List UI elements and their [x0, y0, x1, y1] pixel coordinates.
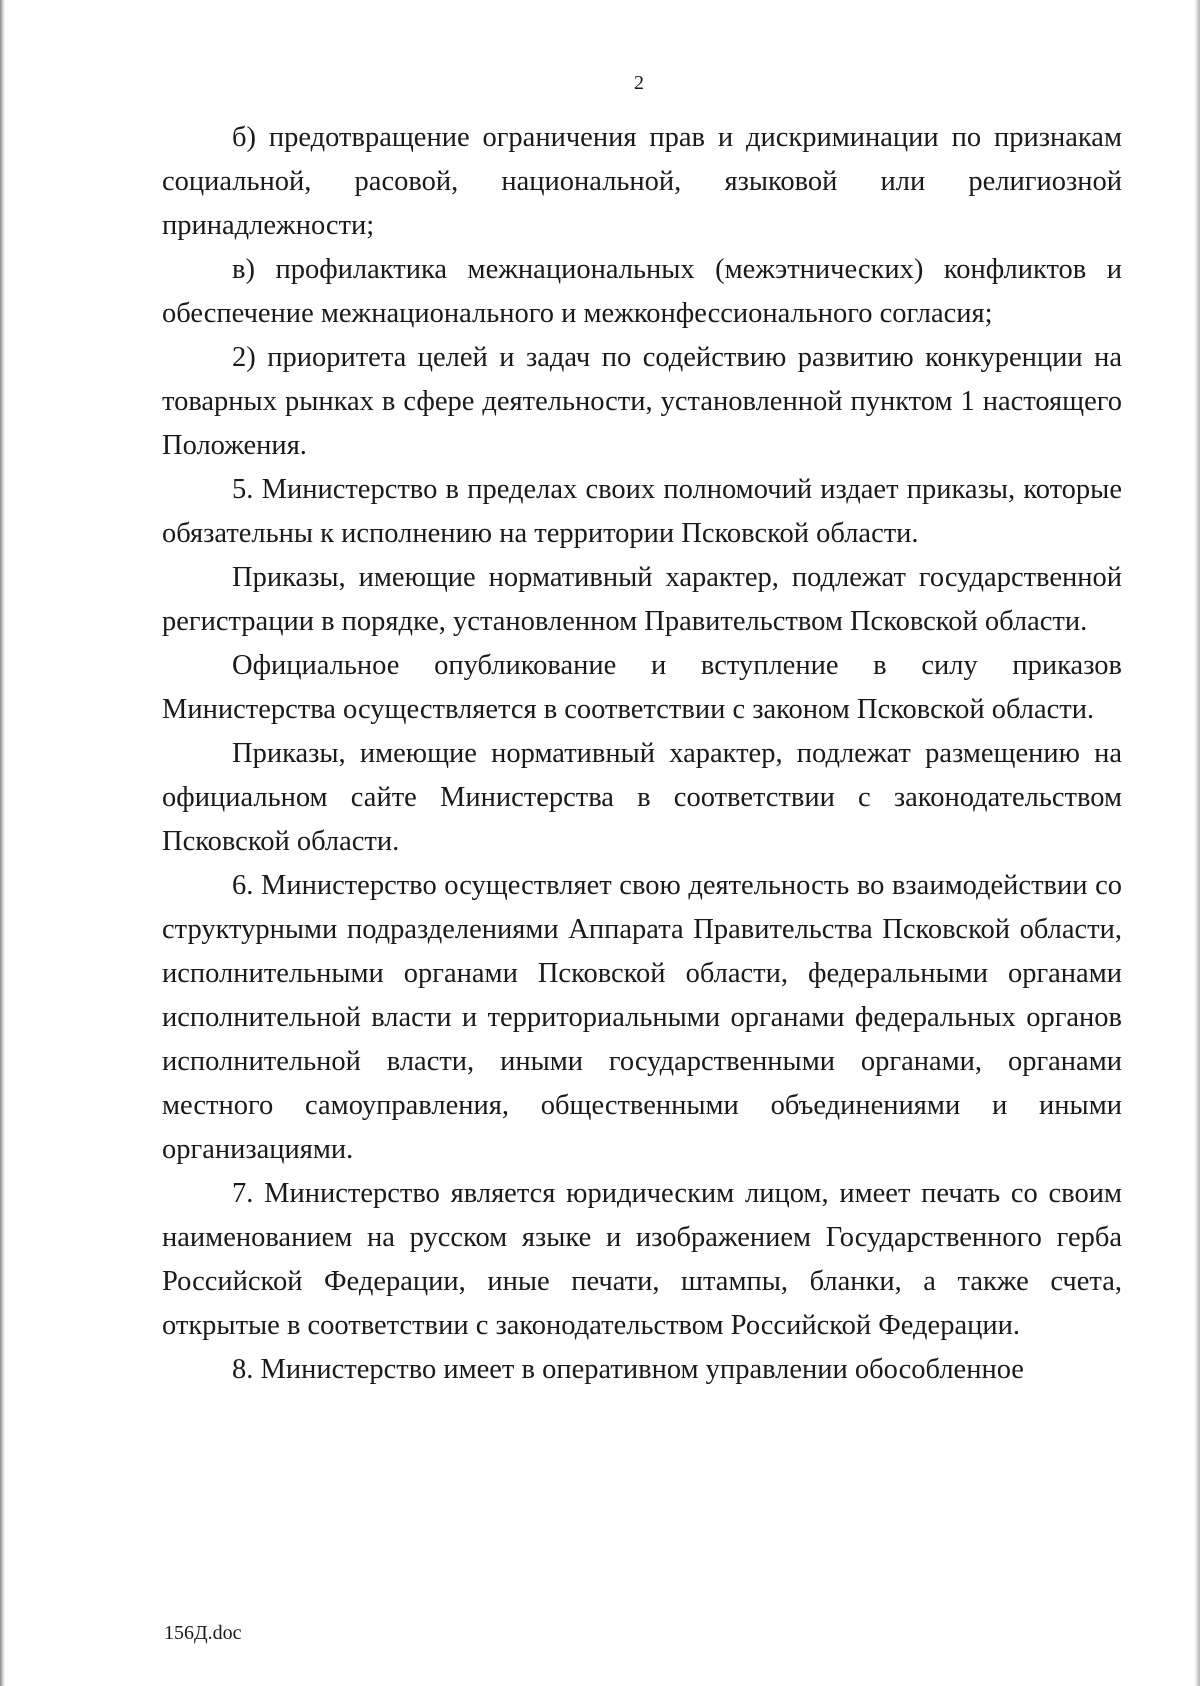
- document-body: [162, 116, 1122, 1392]
- scan-edge-left: [0, 0, 5, 1686]
- paragraph-5-orders: 5. Министерство в пределах своих полномочий издает приказы, которые обязательны к исполнению на территории Псковской области.: [162, 474, 1122, 549]
- paragraph-orders-registration: Приказы, имеющие нормативный характер, подлежат государственной регистрации в порядке, установленном Правительством Псковской области.: [162, 562, 1122, 637]
- paragraph-v-conflict-prevention: в) профилактика межнациональных (межэтнических) конфликтов и обеспечение межнационального и межконфессионального согласия;: [162, 254, 1122, 329]
- paragraph-b-discrimination: б) предотвращение ограничения прав и дискриминации по признакам социальной, расовой, национальной, языковой или религиозной принадлежности;: [162, 122, 1122, 241]
- footer-filename: 156Д.doc: [164, 1622, 242, 1644]
- paragraph-7-legal-entity: 7. Министерство является юридическим лицом, имеет печать со своим наименованием на русском языке и изображением Государственного герба Российской Федерации, иные печати, штампы, бланки, а также счета, открытые в соответствии с законодательством Российской Федерации.: [162, 1178, 1122, 1341]
- paragraph-2-competition: 2) приоритета целей и задач по содействию развитию конкуренции на товарных рынках в сфере деятельности, установленной пунктом 1 настоящего Положения.: [162, 342, 1122, 461]
- paragraph-8-operational-management: 8. Министерство имеет в оперативном управлении обособленное: [232, 1354, 1024, 1385]
- paragraph-orders-website: Приказы, имеющие нормативный характер, подлежат размещению на официальном сайте Министерства в соответствии с законодательством Псковской области.: [162, 738, 1122, 857]
- paragraph-official-publication: Официальное опубликование и вступление в силу приказов Министерства осуществляется в соответствии с законом Псковской области.: [162, 650, 1122, 725]
- paragraph-6-interaction: 6. Министерство осуществляет свою деятельность во взаимодействии со структурными подразделениями Аппарата Правительства Псковской области, исполнительными органами Псковской области, федеральными органами исполнительной власти и территориальными органами федеральных органов исполнительной власти, иными государственными органами, органами местного самоуправления, общественными объединениями и иными организациями.: [162, 870, 1122, 1165]
- scan-edge-right: [1194, 0, 1200, 1686]
- page-number: 2: [634, 72, 644, 94]
